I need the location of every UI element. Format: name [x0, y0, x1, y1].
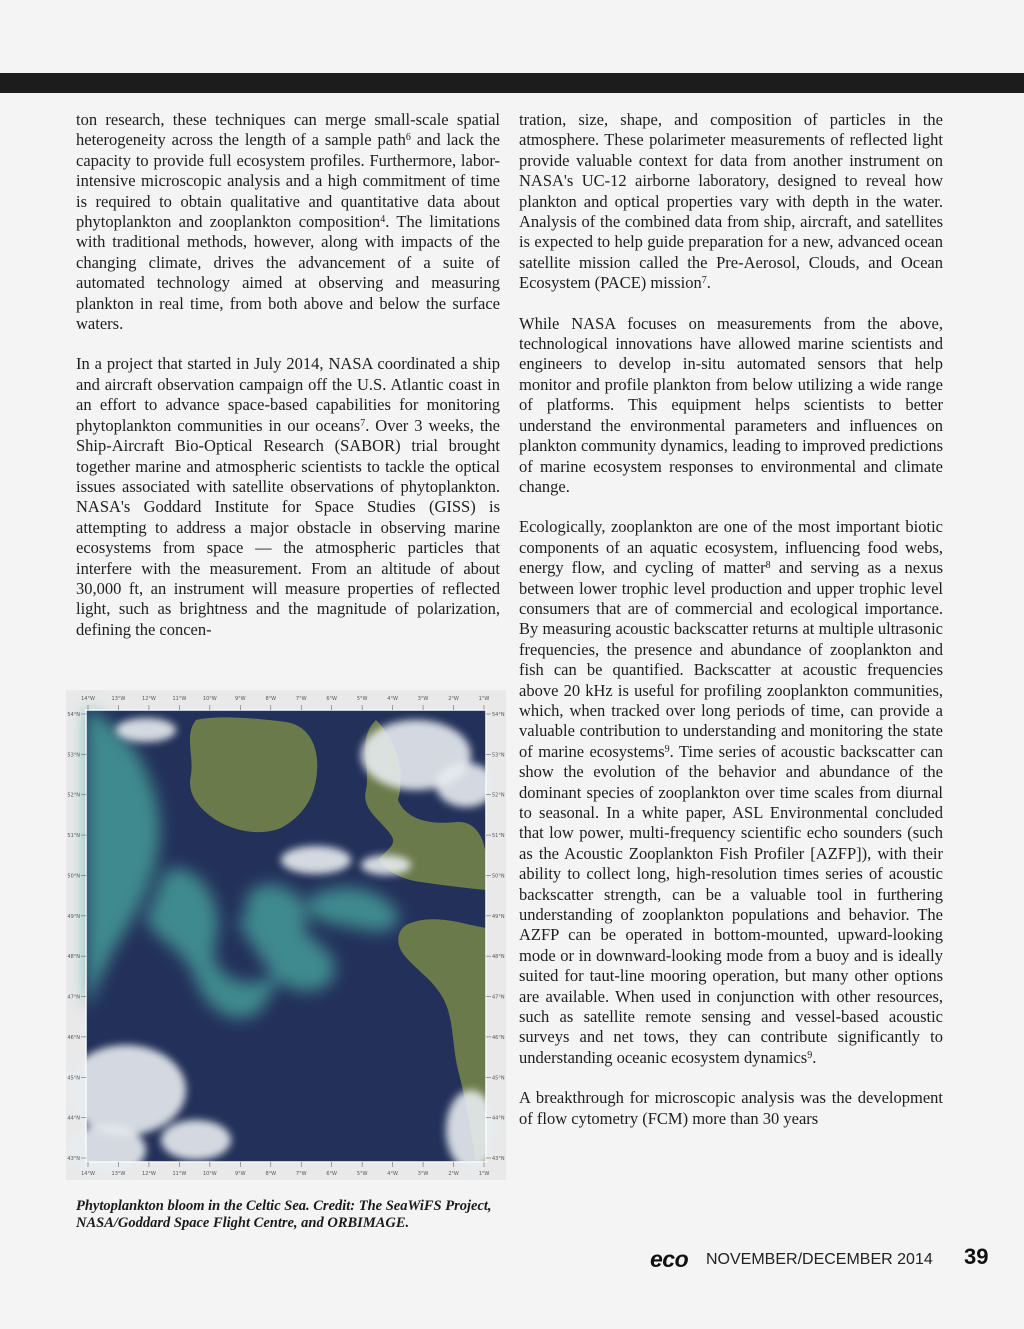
map-tick-label: 44°N	[67, 1115, 80, 1122]
text-run: . The limitations with traditional methods, however, along with impacts of the changing climate, drives the advancement of a suite of automated technology aimed at observing and measuring plankton in real time, from both above and below the surface waters.	[76, 212, 500, 334]
left-column	[76, 110, 500, 660]
right-paragraph-4	[519, 1088, 943, 1129]
map-tick-label: 53°N	[67, 752, 80, 759]
map-tick-label: 5°W	[356, 696, 368, 702]
map-tick-label: 5°W	[356, 1171, 368, 1177]
map-tick-label: 14°W	[81, 1171, 95, 1177]
map-tick-label: 14°W	[81, 696, 95, 702]
map-tick-label: 48°N	[67, 954, 80, 961]
figure-caption: Phytoplankton bloom in the Celtic Sea. Credit: The SeaWiFS Project, NASA/Goddard Space Flight Centre, and ORBIMAGE.	[76, 1198, 492, 1231]
map-tick-label: 9°W	[234, 1171, 246, 1177]
header-bar	[0, 73, 1024, 93]
map-tick-label: 8°W	[265, 696, 277, 702]
map-tick-label: 53°N	[492, 752, 505, 759]
text-run: In a project that started in July 2014, NASA coordinated a ship and aircraft observation campaign off the U.S. Atlantic coast in an effort to advance space-based capabilities for monitoring phytoplankton communities in our oceans	[76, 354, 500, 435]
map-tick-label: 10°W	[202, 1171, 217, 1177]
map-tick-label: 6°W	[326, 696, 338, 702]
text-run: and lack the capacity to provide full ecosystem profiles. Furthermore, labor-intensive microscopic analysis and a high commitment of time is required to obtain qualitative and quantitative data about phytoplankton and zooplankton composition	[76, 130, 501, 232]
satellite-figure	[66, 690, 506, 1180]
eco-logo: eco	[650, 1246, 689, 1272]
satellite-map	[66, 690, 506, 1180]
text-run: .	[812, 1047, 817, 1067]
map-tick-label: 52°N	[492, 792, 505, 799]
right-paragraph-2	[519, 314, 943, 498]
right-paragraph-3	[519, 517, 943, 1068]
map-tick-label: 8°W	[265, 1171, 277, 1177]
issue-date: NOVEMBER/DECEMBER 2014	[706, 1251, 933, 1268]
footnote-ref: 9	[664, 743, 670, 755]
text-run: Ecologically, zooplankton are one of the most important biotic components of an aquatic ecosystem, influencing food webs, energy flow, and cycling of matter	[519, 517, 943, 578]
map-tick-label: 1°W	[478, 1171, 490, 1177]
footnote-ref: 7	[701, 275, 707, 287]
text-run: . Over 3 weeks, the Ship-Aircraft Bio-Optical Research (SABOR) trial brought together marine and atmospheric scientists to tackle the optical issues associated with satellite observations of phytoplankton. NASA's Goddard Institute for Space Studies (GISS) is attempting to address a major obstacle in observing marine ecosystems from space — the atmospheric particles that interfere with the measurement. From an altitude of about 30,000 ft, an instrument will measure properties of reflected light, such as brightness and the magnitude of polarization, defining the concen-	[76, 415, 500, 639]
map-tick-label: 7°W	[295, 1171, 307, 1177]
text-run: While NASA focuses on measurements from the above, technological innovations have allowed marine scientists and engineers to develop in-situ automated sensors that help monitor and profile plankton from below utilizing a wide range of platforms. This equipment helps scientists to better understand the environmental parameters and influences on plankton community dynamics, leading to improved predictions of marine ecosystem responses to environmental and climate change.	[519, 313, 943, 496]
footnote-ref: 4	[380, 214, 386, 226]
right-paragraph-1	[519, 110, 943, 294]
left-paragraph-1	[76, 110, 500, 334]
map-tick-label: 52°N	[67, 792, 80, 799]
footnote-ref: 6	[405, 132, 411, 144]
map-tick-label: 51°N	[67, 833, 80, 840]
map-tick-label: 44°N	[492, 1115, 505, 1122]
map-tick-label: 43°N	[67, 1156, 80, 1162]
map-tick-label: 51°N	[492, 833, 505, 840]
map-tick-label: 7°W	[295, 696, 307, 702]
map-tick-label: 2°W	[448, 696, 459, 702]
map-tick-label: 13°W	[111, 1171, 126, 1177]
map-tick-label: 11°W	[172, 696, 187, 702]
map-tick-label: 49°N	[67, 913, 80, 920]
map-tick-label: 1°W	[478, 696, 490, 702]
map-tick-label: 4°W	[387, 1171, 398, 1177]
map-tick-label: 13°W	[111, 696, 126, 702]
text-run: . Time series of acoustic backscatter can show the evolution of the behavior and abundance of the dominant species of zooplankton over time scales from diurnal to seasonal. In a white paper, ASL Environmental concluded that low power, multi-frequency scientific echo sounders (such as the Acoustic Zooplankton Fish Profiler [AZFP]), with their ability to collect long, high-resolution times series of acoustic backscatter strength, can be a valuable tool in furthering understanding of zooplankton populations and behavior. The AZFP can be operated in bottom-mounted, upward-looking mode or in downward-looking mode from a buoy and is ideally suited for taut-line mooring operation, but many other options are available. When used in conjunction with other resources, such as satellite remote sensing and vessel-based acoustic surveys and net tows, they can contribute significantly to understanding oceanic ecosystem dynamics	[519, 741, 943, 1067]
map-tick-label: 46°N	[67, 1034, 80, 1041]
footnote-ref: 7	[360, 417, 366, 429]
map-tick-label: 54°N	[492, 712, 505, 718]
map-tick-label: 12°W	[142, 696, 156, 702]
page-number: 39	[964, 1244, 989, 1269]
map-tick-label: 43°N	[492, 1156, 505, 1162]
map-tick-label: 11°W	[172, 1171, 187, 1177]
map-tick-label: 4°W	[387, 696, 398, 702]
text-run: ton research, these techniques can merge small-scale spatial heterogeneity across the length of a sample path	[76, 110, 500, 150]
map-tick-label: 50°N	[492, 873, 505, 880]
page-footer	[640, 1243, 1000, 1273]
text-run: .	[706, 273, 711, 293]
map-tick-label: 45°N	[492, 1075, 505, 1082]
map-tick-label: 45°N	[67, 1075, 80, 1082]
map-tick-label: 9°W	[234, 696, 246, 702]
map-tick-label: 48°N	[492, 954, 505, 961]
map-tick-label: 3°W	[417, 696, 429, 702]
left-paragraph-2	[76, 354, 500, 640]
map-tick-label: 47°N	[67, 994, 80, 1001]
map-tick-label: 49°N	[492, 913, 505, 920]
map-tick-label: 2°W	[448, 1171, 459, 1177]
map-tick-label: 12°W	[142, 1171, 156, 1177]
map-tick-label: 54°N	[67, 712, 80, 718]
map-tick-label: 3°W	[417, 1171, 429, 1177]
text-run: and serving as a nexus between lower trophic level production and upper trophic level consumers that are of commercial and ecological importance. By measuring acoustic backscatter returns at multiple ultrasonic frequencies, the presence and abundance of zooplankton and fish can be quantified. Backscatter at acoustic frequencies above 20 kHz is useful for profiling zooplankton communities, which, when tracked over long periods of time, can provide a valuable contribution to understanding and monitoring the state of marine ecosystems	[519, 558, 943, 761]
map-tick-label: 50°N	[67, 873, 80, 880]
text-run: A breakthrough for microscopic analysis was the development of flow cytometry (FCM) more than 30 years	[519, 1088, 943, 1128]
map-tick-label: 47°N	[492, 994, 505, 1001]
map-tick-label: 10°W	[202, 696, 217, 702]
footnote-ref: 9	[807, 1049, 813, 1061]
footnote-ref: 8	[765, 560, 771, 572]
map-tick-label: 6°W	[326, 1171, 338, 1177]
text-run: tration, size, shape, and composition of particles in the atmosphere. These polarimeter measurements of reflected light provide valuable context for data from another instrument on NASA's UC-12 airborne laboratory, designed to reveal how plankton and optical properties vary with depth in the water. Analysis of the combined data from ship, aircraft, and satellites is expected to help guide preparation for a new, advanced ocean satellite mission called the Pre-Aerosol, Clouds, and Ocean Ecosystem (PACE) mission	[519, 110, 943, 293]
map-tick-label: 46°N	[492, 1034, 505, 1041]
right-column	[519, 110, 943, 1149]
